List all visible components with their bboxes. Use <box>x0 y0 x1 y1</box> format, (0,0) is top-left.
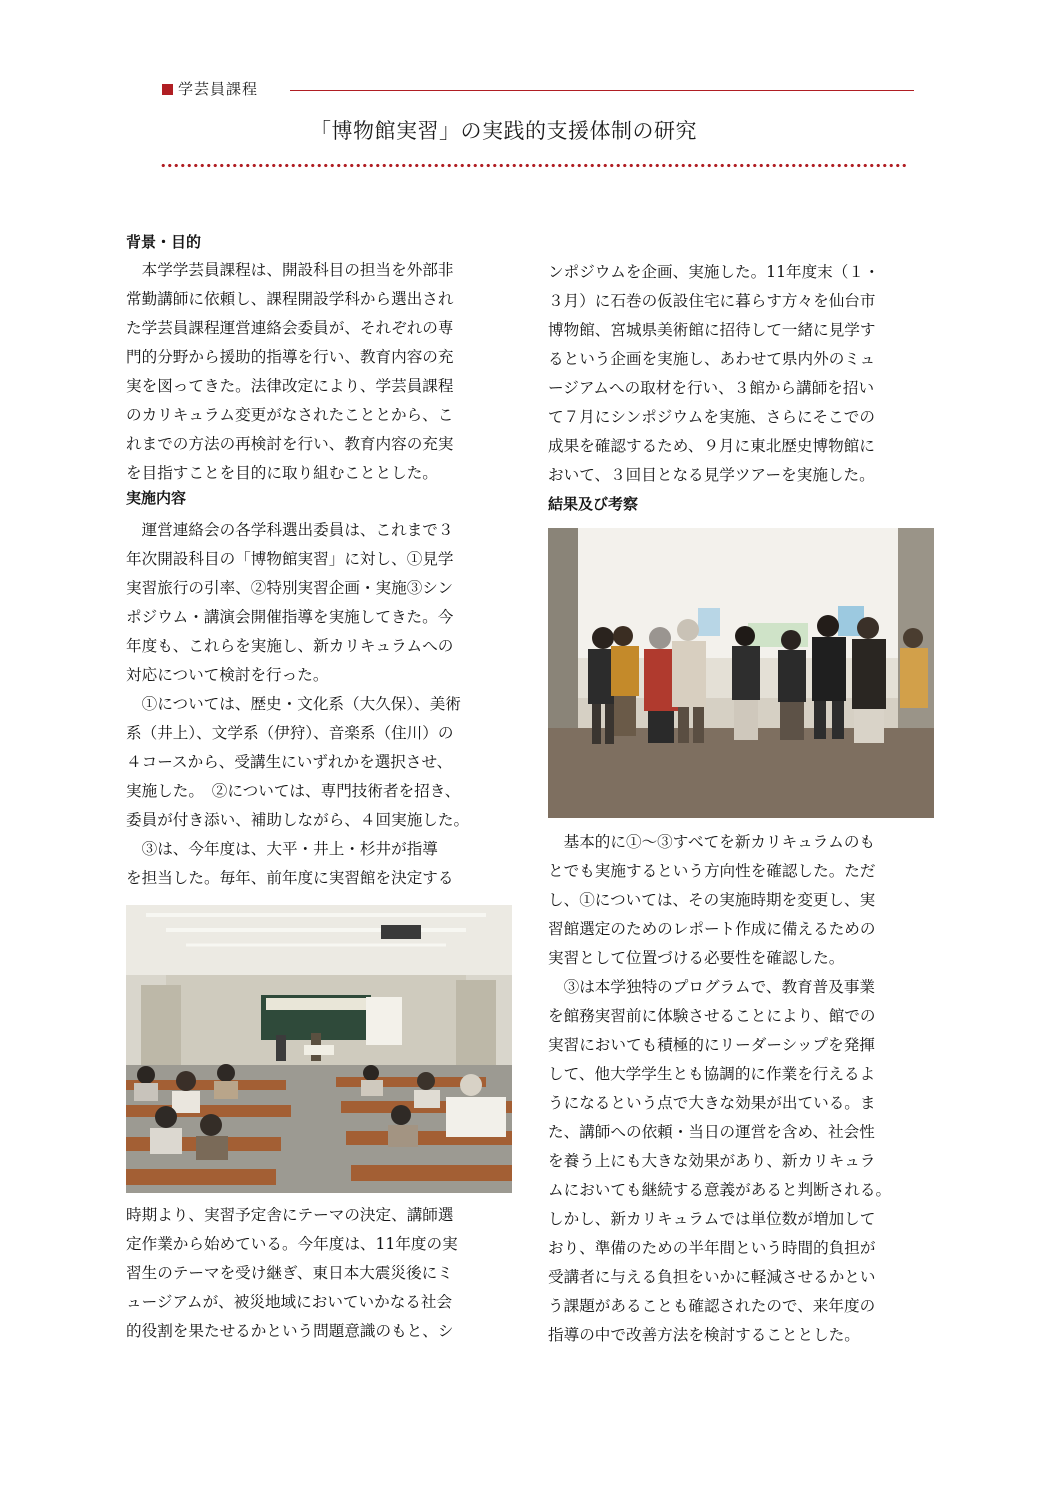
background-heading: 背景・目的 <box>126 233 202 251</box>
text-line: ポジウム・講演会開催指導を実施してきた。今 <box>126 608 454 626</box>
continued-paragraph <box>126 1201 510 1346</box>
text-line: て７月にシンポジウムを実施、さらにそこでの <box>548 408 875 426</box>
text-line: 博物館、宮城県美術館に招待して一緒に見学す <box>548 321 876 339</box>
results-paragraph <box>548 828 934 1350</box>
lecture-hall-photo <box>126 905 512 1193</box>
text-line: を目指すことを目的に取り組むこととした。 <box>126 464 438 482</box>
text-line: れまでの方法の再検討を行い、教育内容の充実 <box>126 435 454 453</box>
text-line: 時期より、実習予定舎にテーマの決定、講師選 <box>126 1206 454 1224</box>
text-line: おいて、３回目となる見学ツアーを実施した。 <box>548 466 875 484</box>
text-line: して、他大学学生とも協調的に作業を行えるよ <box>548 1065 876 1083</box>
right-column <box>548 258 934 1350</box>
text-line: た学芸員課程運営連絡会委員が、それぞれの専 <box>126 319 454 337</box>
text-line: 系（井上）、文学系（伊狩）、音楽系（住川）の <box>126 724 454 742</box>
text-line: を館務実習前に体験させることにより、館での <box>548 1007 876 1025</box>
text-line: 習生のテーマを受け継ぎ、東日本大震災後にミ <box>126 1264 453 1282</box>
text-line: う課題があることも確認されたので、来年度の <box>548 1297 876 1315</box>
text-line: ンポジウムを企画、実施した。11年度末（１・ <box>548 263 880 281</box>
text-line: 実施した。 ②については、専門技術者を招き、 <box>126 782 461 800</box>
text-line: 受講者に与える負担をいかに軽減させるかとい <box>548 1268 876 1286</box>
text-line: ４コースから、受講生にいずれかを選択させ、 <box>126 753 453 771</box>
text-line: 委員が付き添い、補助しながら、４回実施した。 <box>126 811 470 829</box>
text-line: 年次開設科目の「博物館実習」に対し、①見学 <box>126 550 454 568</box>
text-line: うになるという点で大きな効果が出ている。ま <box>548 1094 876 1112</box>
background-paragraph <box>126 256 510 488</box>
document-title: 「博物館実習」の実践的支援体制の研究 <box>310 119 697 143</box>
text-line: 的役割を果たせるかという問題意識のもと、シ <box>126 1322 454 1340</box>
text-line: のカリキュラム変更がなされたこととから、こ <box>126 406 454 424</box>
continuation-paragraph <box>548 258 934 490</box>
text-line: 指導の中で改善方法を検討することとした。 <box>548 1326 860 1344</box>
category-label: 学芸員課程 <box>178 80 259 98</box>
text-line: 常勤講師に依頼し、課程開設学科から選出され <box>126 290 454 308</box>
text-line: 実習として位置づける必要性を確認した。 <box>548 949 845 967</box>
text-line: し、①については、その実施時期を変更し、実 <box>548 891 876 909</box>
text-line: しかし、新カリキュラムでは単位数が増加して <box>548 1210 876 1228</box>
text-line: 定作業から始めている。今年度は、11年度の実 <box>126 1235 458 1253</box>
text-line: た、講師への依頼・当日の運営を含め、社会性 <box>548 1123 875 1141</box>
text-line: 基本的に①～③すべてを新カリキュラムのも <box>548 833 876 851</box>
left-column <box>126 230 510 1346</box>
dotted-divider <box>160 163 908 168</box>
text-line: 運営連絡会の各学科選出委員は、これまで３ <box>126 521 454 539</box>
text-line: ムにおいても継続する意義があると判断される。 <box>548 1181 892 1199</box>
text-line: 対応について検討を行った。 <box>126 666 329 684</box>
text-line: ①については、歴史・文化系（大久保）、美術 <box>126 695 461 713</box>
text-line: るという企画を実施し、あわせて県内外のミュ <box>548 350 876 368</box>
text-line: 成果を確認するため、９月に東北歴史博物館に <box>548 437 875 455</box>
text-line: を養う上にも大きな効果があり、新カリキュラ <box>548 1152 876 1170</box>
text-line: ③は本学独特のプログラムで、教育普及事業 <box>548 978 876 996</box>
text-line: おり、準備のための半年間という時間的負担が <box>548 1239 876 1257</box>
museum-tour-photo <box>548 528 934 818</box>
text-line: ③は、今年度は、大平・井上・杉井が指導 <box>126 840 438 858</box>
text-line: 本学学芸員課程は、開設科目の担当を外部非 <box>126 261 454 279</box>
implementation-heading: 実施内容 <box>126 489 187 507</box>
text-line: を担当した。毎年、前年度に実習館を決定する <box>126 869 454 887</box>
section-header <box>162 78 914 102</box>
text-line: ージアムへの取材を行い、３館から講師を招い <box>548 379 875 397</box>
text-line: ュージアムが、被災地域においていかなる社会 <box>126 1293 453 1311</box>
text-line: 門的分野から援助的指導を行い、教育内容の充 <box>126 348 454 366</box>
text-line: 実習においても積極的にリーダーシップを発揮 <box>548 1036 875 1054</box>
results-heading: 結果及び考察 <box>548 495 639 513</box>
text-line: 実習旅行の引率、②特別実習企画・実施③シン <box>126 579 454 597</box>
text-line: ３月）に石巻の仮設住宅に暮らす方々を仙台市 <box>548 292 876 310</box>
text-line: 実を図ってきた。法律改定により、学芸員課程 <box>126 377 454 395</box>
implementation-paragraph <box>126 516 510 893</box>
red-square-icon <box>162 84 173 95</box>
header-rule <box>290 90 914 91</box>
text-line: 習館選定のためのレポート作成に備えるための <box>548 920 876 938</box>
text-line: とでも実施するという方向性を確認した。ただ <box>548 862 876 880</box>
text-line: 年度も、これらを実施し、新カリキュラムへの <box>126 637 454 655</box>
